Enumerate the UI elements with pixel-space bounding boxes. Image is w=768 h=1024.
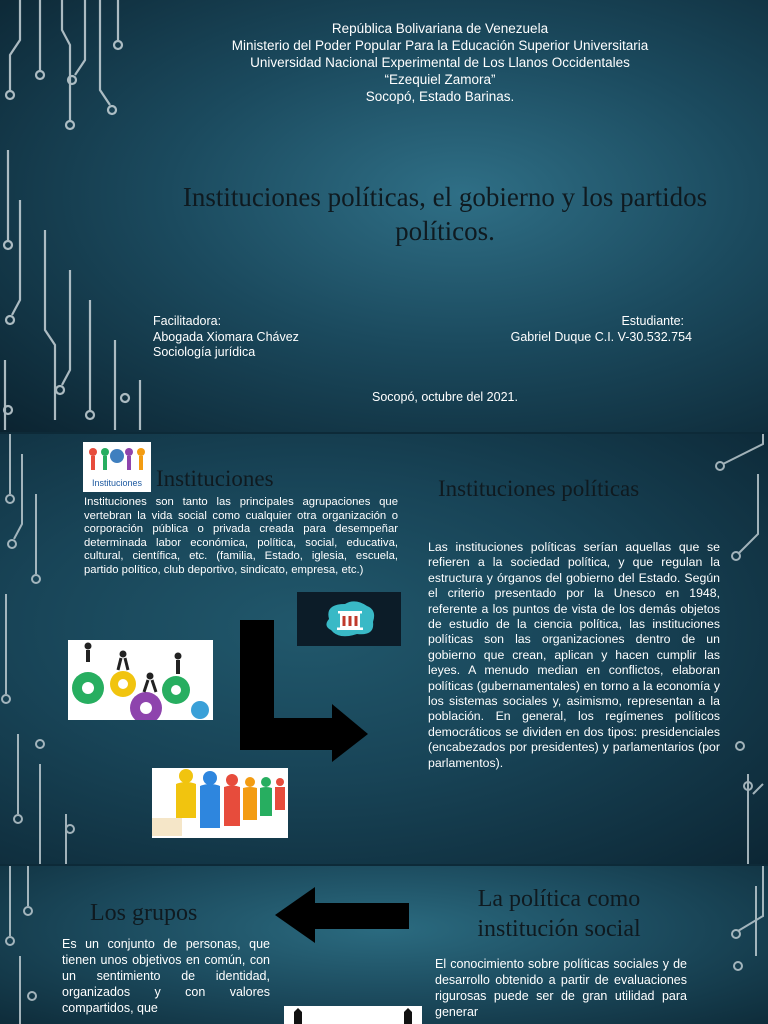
groups-text: Es un conjunto de personas, que tienen unos objetivos en común, con un sentimiento de identidad, organizados y con valores compartidos, que bbox=[62, 937, 270, 1015]
people-group-image bbox=[152, 768, 288, 838]
student-name: Gabriel Duque C.I. V-30.532.754 bbox=[510, 329, 692, 344]
instituciones-badge-image bbox=[83, 442, 151, 492]
badge-label: Instituciones bbox=[91, 478, 143, 488]
student-label: Estudiante: bbox=[621, 314, 684, 328]
header-line: Universidad Nacional Experimental de Los Llanos Occidentales bbox=[250, 55, 630, 70]
gears-people-image bbox=[68, 640, 213, 720]
presentation-title: Instituciones políticas, el gobierno y los partidos políticos. bbox=[182, 182, 708, 246]
arrow-l-shape bbox=[240, 620, 370, 762]
institutions-text: Instituciones son tanto las principales agrupaciones que vertebran la vida social como cualquier otra organización o corporación pública o privada creada para desempeñar determinada labor económica, política, social, educativa, cultural, científica, etc. (familia, Estado, iglesia, escuela, partido político, club deportivo, sindicato, empresa, etc.) bbox=[84, 496, 398, 576]
facilitator-label: Facilitadora: bbox=[153, 314, 222, 328]
political-institutions-text: Las instituciones políticas serían aquellas que se refieren a la sociedad política, y que regulan la estructura y órganos del gobierno del Estado. Según el criterio presentado por la Unesco en 1948, referente a los puntos de vista de los demás objetos de estudio de la ciencia política, las instituciones políticas son las organizaciones dentro de un gobierno que crean, aplican y hacen cumplir las leyes. A menudo median en conflictos, elaboran políticas (gubernamentales) en torno a la economía y los sistemas sociales y, asimismo, representan a la población. En general, los regímenes políticos democráticos se dividen en dos tipos: presidenciales (encabezados por presidentes) y parlamentarios (por parlamentos). bbox=[428, 540, 720, 770]
circuit-decoration-left bbox=[0, 0, 160, 432]
politics-institution-heading: La política como institución social bbox=[477, 886, 641, 942]
arrow-left bbox=[275, 887, 409, 943]
header-line: “Ezequiel Zamora” bbox=[384, 72, 496, 87]
subject-name: Sociología jurídica bbox=[153, 345, 256, 359]
title-slide bbox=[0, 0, 768, 432]
political-institutions-heading: Instituciones políticas bbox=[438, 476, 640, 501]
header-line: Ministerio del Poder Popular Para la Educación Superior Universitaria bbox=[231, 38, 649, 53]
institutions-slide bbox=[0, 434, 768, 864]
header-line: República Bolivariana de Venezuela bbox=[331, 21, 549, 36]
header-line: Socopó, Estado Barinas. bbox=[365, 89, 515, 104]
groups-heading: Los grupos bbox=[90, 900, 198, 926]
raised-hands-image bbox=[284, 1006, 422, 1024]
circuit-decoration-right bbox=[708, 866, 768, 1024]
facilitator-name: Abogada Xiomara Chávez bbox=[153, 329, 299, 344]
groups-slide bbox=[0, 866, 768, 1024]
institutions-heading: Instituciones bbox=[156, 466, 274, 491]
politics-institution-text: El conocimiento sobre políticas sociales y de desarrollo obtenido a partir de evaluaciones rigurosas puede ser de gran utilidad para generar bbox=[435, 957, 687, 1019]
date-footer: Socopó, octubre del 2021. bbox=[372, 390, 518, 404]
circuit-decoration-left bbox=[0, 866, 60, 1024]
